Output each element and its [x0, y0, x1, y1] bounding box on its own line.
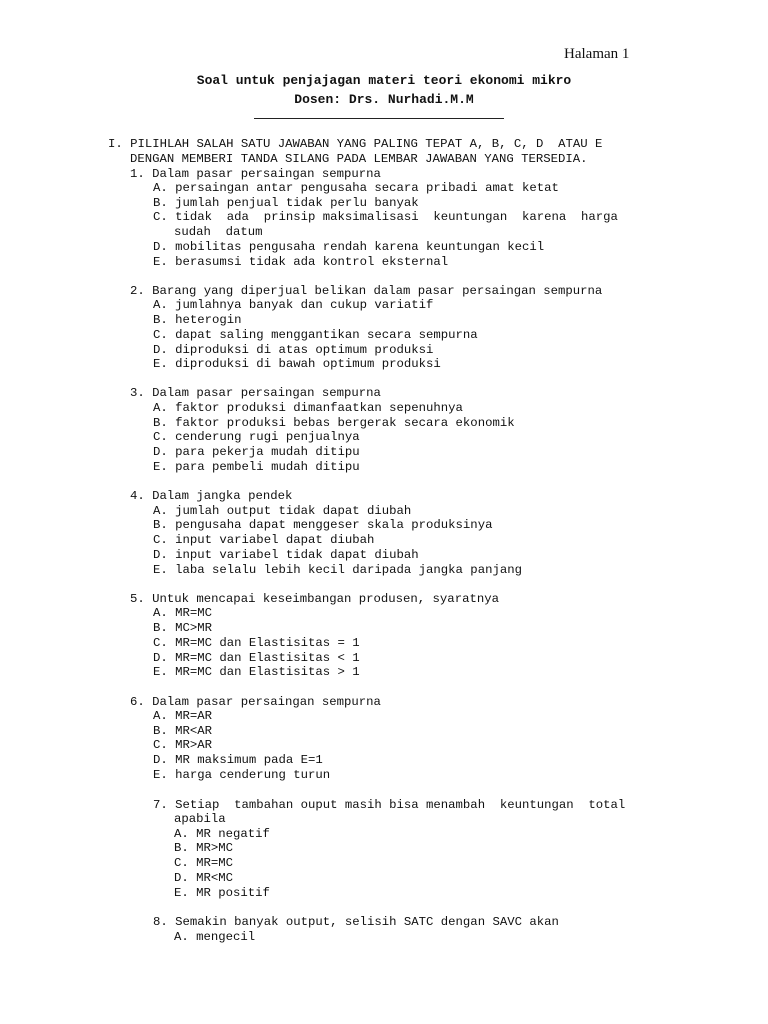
- document-title: Soal untuk penjajagan materi teori ekonomi mikro: [196, 73, 572, 88]
- option-b: B. MR<AR: [153, 724, 213, 738]
- option-d: D. MR maksimum pada E=1: [153, 753, 323, 767]
- option-e: E. para pembeli mudah ditipu: [153, 460, 360, 474]
- option-c-continued: sudah datum: [174, 225, 263, 239]
- option-a: A. MR=MC: [153, 606, 213, 620]
- option-d: D. input variabel tidak dapat diubah: [153, 548, 419, 562]
- option-d: D. MR<MC: [174, 871, 234, 885]
- option-a: A. mengecil: [174, 930, 256, 944]
- option-d: D. mobilitas pengusaha rendah karena keuntungan kecil: [153, 240, 545, 254]
- option-a: A. faktor produksi dimanfaatkan sepenuhnya: [153, 401, 463, 415]
- option-a: A. jumlah output tidak dapat diubah: [153, 504, 412, 518]
- option-b: B. faktor produksi bebas bergerak secara ekonomik: [153, 416, 515, 430]
- option-b: B. MC>MR: [153, 621, 213, 635]
- page-number: Halaman 1: [564, 46, 630, 62]
- option-e: E. berasumsi tidak ada kontrol eksternal: [153, 255, 449, 269]
- question-7-continued: apabila: [174, 812, 226, 826]
- question-4: 4. Dalam jangka pendek: [130, 489, 293, 503]
- option-c: C. dapat saling menggantikan secara sempurna: [153, 328, 478, 342]
- option-e: E. harga cenderung turun: [153, 768, 331, 782]
- lecturer-line: Dosen: Drs. Nurhadi.M.M: [294, 92, 474, 107]
- option-c: C. MR>AR: [153, 738, 213, 752]
- instruction-line: DENGAN MEMBERI TANDA SILANG PADA LEMBAR JAWABAN YANG TERSEDIA.: [130, 152, 588, 166]
- option-b: B. pengusaha dapat menggeser skala produksinya: [153, 518, 493, 532]
- option-b: B. MR>MC: [174, 841, 234, 855]
- question-3: 3. Dalam pasar persaingan sempurna: [130, 386, 381, 400]
- question-2: 2. Barang yang diperjual belikan dalam pasar persaingan sempurna: [130, 284, 603, 298]
- option-e: E. MR=MC dan Elastisitas > 1: [153, 665, 360, 679]
- option-d: D. diproduksi di atas optimum produksi: [153, 343, 434, 357]
- question-5: 5. Untuk mencapai keseimbangan produsen, syaratnya: [130, 592, 499, 606]
- option-b: B. heterogin: [153, 313, 242, 327]
- option-c: C. input variabel dapat diubah: [153, 533, 375, 547]
- title-underline: [254, 118, 504, 119]
- instruction-line: I. PILIHLAH SALAH SATU JAWABAN YANG PALING TEPAT A, B, C, D ATAU E: [108, 137, 603, 151]
- option-e: E. MR positif: [174, 886, 270, 900]
- option-a: A. jumlahnya banyak dan cukup variatif: [153, 298, 434, 312]
- option-c: C. MR=MC: [174, 856, 234, 870]
- option-c: C. tidak ada prinsip maksimalisasi keuntungan karena harga: [153, 210, 618, 224]
- question-7: 7. Setiap tambahan ouput masih bisa menambah keuntungan total: [153, 798, 626, 812]
- option-e: E. laba selalu lebih kecil daripada jangka panjang: [153, 563, 522, 577]
- option-e: E. diproduksi di bawah optimum produksi: [153, 357, 441, 371]
- option-a: A. MR=AR: [153, 709, 213, 723]
- option-c: C. MR=MC dan Elastisitas = 1: [153, 636, 360, 650]
- option-d: D. MR=MC dan Elastisitas < 1: [153, 651, 360, 665]
- option-c: C. cenderung rugi penjualnya: [153, 430, 360, 444]
- option-d: D. para pekerja mudah ditipu: [153, 445, 360, 459]
- question-1: 1. Dalam pasar persaingan sempurna: [130, 167, 381, 181]
- question-6: 6. Dalam pasar persaingan sempurna: [130, 695, 381, 709]
- option-a: A. MR negatif: [174, 827, 270, 841]
- option-a: A. persaingan antar pengusaha secara pribadi amat ketat: [153, 181, 559, 195]
- question-8: 8. Semakin banyak output, selisih SATC dengan SAVC akan: [153, 915, 559, 929]
- option-b: B. jumlah penjual tidak perlu banyak: [153, 196, 419, 210]
